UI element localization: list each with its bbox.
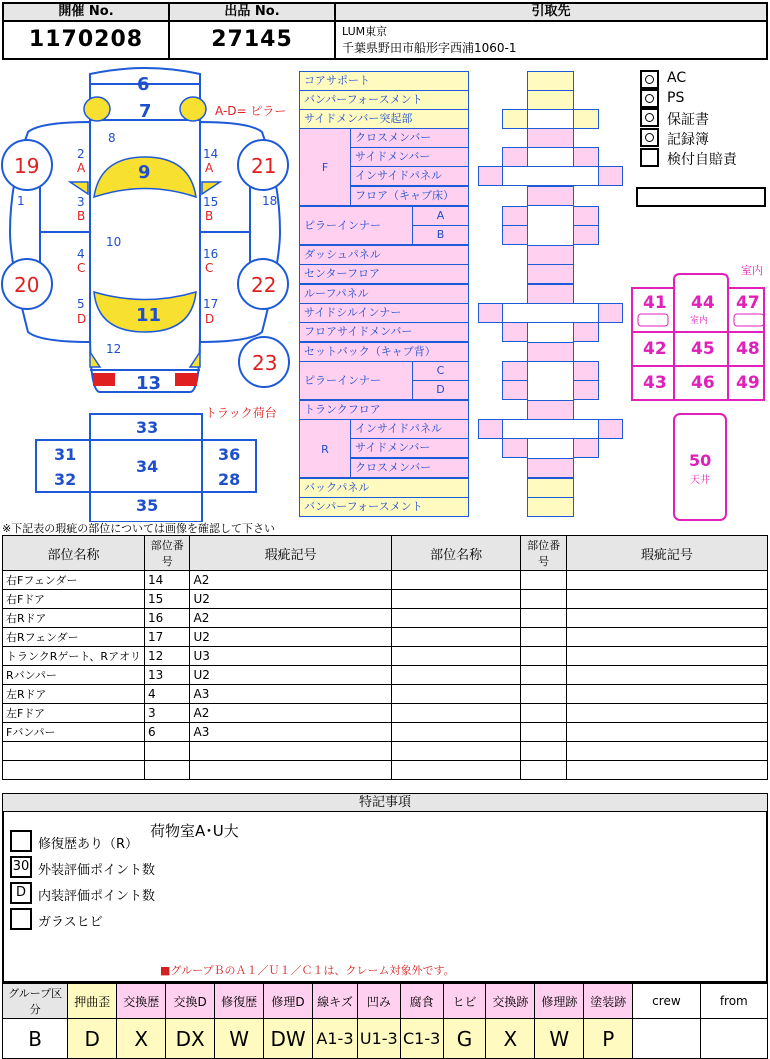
- part-12: 12: [106, 342, 122, 356]
- claim-note: ■グループＢのＡ１／Ｕ１／Ｃ１は、クレーム対象外です。: [160, 964, 455, 977]
- table-row: [3, 761, 768, 780]
- remarks-main-text: 荷物室A･U大: [150, 822, 239, 840]
- cell-damage-code-2: [566, 590, 767, 609]
- cell-part-number-2: [521, 609, 566, 628]
- cell-part-number: [144, 742, 190, 761]
- cell-part-name: [3, 742, 145, 761]
- cell-damage-code-2: [566, 742, 767, 761]
- cell-damage-code: A2: [190, 609, 391, 628]
- part-6: 6: [137, 74, 150, 95]
- pillar-d-left: D: [77, 312, 87, 326]
- table-row: [3, 590, 768, 609]
- cell-part-number: 17: [144, 628, 190, 647]
- part-22: 22: [251, 273, 277, 297]
- cell-damage-code: A3: [190, 685, 391, 704]
- pillar-a-right: A: [205, 161, 214, 175]
- part-36: 36: [218, 445, 241, 464]
- interior-49: 49: [736, 373, 760, 393]
- grade-header-cell: 修復歴: [215, 984, 264, 1019]
- frame-row-dash-panel: ダッシュパネル: [299, 245, 469, 265]
- frame-row-side-member-r: サイドメンバー: [350, 438, 469, 458]
- exterior-score-label: 外装評価ポイント数: [38, 863, 156, 878]
- grade-value-cell: U1-3: [357, 1019, 400, 1059]
- part-13: 13: [136, 373, 162, 394]
- cell-damage-code-2: [566, 647, 767, 666]
- part-8: 8: [108, 131, 116, 145]
- option-ac-label: AC: [667, 70, 687, 86]
- grade-value-cell: D: [68, 1019, 117, 1059]
- session-label: 開催 No.: [58, 4, 114, 19]
- interior-41: 41: [643, 293, 667, 313]
- frame-row-bumper-reinforcement-r: バンパーフォースメント: [299, 497, 469, 517]
- grade-header-cell: ヒビ: [443, 984, 486, 1019]
- repair-history-checkbox[interactable]: [10, 830, 32, 852]
- cell-part-number: 4: [144, 685, 190, 704]
- part-14: 14: [203, 147, 219, 161]
- option-warranty-checkbox[interactable]: [640, 108, 659, 127]
- cell-part-number-2: [521, 704, 566, 723]
- cell-part-number: 15: [144, 590, 190, 609]
- exterior-score-box[interactable]: 30: [10, 856, 32, 878]
- grade-header-cell: from: [700, 984, 767, 1019]
- cell-part-number-2: [521, 761, 566, 780]
- part-31: 31: [54, 445, 77, 464]
- cell-damage-code: U2: [190, 590, 391, 609]
- pillar-d-right: D: [205, 312, 215, 326]
- frame-row-floor-cab: フロア（キャブ床）: [350, 186, 469, 206]
- grade-value-cell: G: [443, 1019, 486, 1059]
- part-17: 17: [203, 297, 219, 311]
- cell-part-name-2: [391, 609, 521, 628]
- interior-50-sub: 天井: [690, 475, 710, 486]
- option-ac-checkbox[interactable]: [640, 70, 659, 89]
- grade-value-cell: C1-3: [400, 1019, 443, 1059]
- option-insurance-checkbox[interactable]: [640, 148, 659, 167]
- table-row: [3, 647, 768, 666]
- table-row: [3, 571, 768, 590]
- interior-50: 50: [689, 451, 712, 470]
- grade-value-cell: [700, 1019, 767, 1059]
- cell-part-name: 右Rドア: [3, 609, 145, 628]
- cell-damage-code: U2: [190, 628, 391, 647]
- grade-header-cell: グループ区分: [3, 984, 68, 1019]
- damage-table-header: [3, 536, 768, 571]
- cell-part-number-2: [521, 685, 566, 704]
- cell-damage-code: [190, 761, 391, 780]
- grade-header-cell: 交換歴: [117, 984, 166, 1019]
- cell-part-name: Rバンパー: [3, 666, 145, 685]
- grade-value-cell: DX: [166, 1019, 215, 1059]
- part-10: 10: [106, 235, 122, 249]
- cell-damage-code: A2: [190, 571, 391, 590]
- cell-part-number-2: [521, 628, 566, 647]
- session-label-cell: [2, 2, 170, 22]
- table-row: [3, 685, 768, 704]
- frame-row-cross-member-f: クロスメンバー: [350, 128, 469, 148]
- frame-row-trunk-floor: トランクフロア: [299, 400, 469, 420]
- cell-damage-code-2: [566, 723, 767, 742]
- col-part-number: 部位番号: [144, 536, 190, 571]
- cell-damage-code-2: [566, 666, 767, 685]
- cell-damage-code: A2: [190, 704, 391, 723]
- lot-number: 27145: [211, 27, 293, 52]
- interior-44: 44: [691, 293, 715, 313]
- cell-part-name-2: [391, 704, 521, 723]
- interior-43: 43: [643, 373, 667, 393]
- grade-header-cell: crew: [633, 984, 700, 1019]
- col-damage-code: 瑕疵記号: [190, 536, 391, 571]
- grade-table-values: [3, 1019, 768, 1059]
- part-11: 11: [136, 305, 162, 326]
- frame-pillar-b: B: [412, 225, 469, 245]
- part-23: 23: [252, 351, 278, 375]
- table-row: [3, 704, 768, 723]
- cell-part-number-2: [521, 590, 566, 609]
- lot-value-cell: [168, 20, 336, 60]
- cell-part-name: Fバンパー: [3, 723, 145, 742]
- glass-crack-label: ガラスヒビ: [38, 915, 103, 930]
- cell-part-name-2: [391, 666, 521, 685]
- part-7: 7: [139, 101, 152, 122]
- grade-header-cell: 塗装跡: [584, 984, 633, 1019]
- cell-part-name: [3, 761, 145, 780]
- part-21: 21: [251, 154, 277, 178]
- cell-damage-code-2: [566, 761, 767, 780]
- pillar-c-right: C: [205, 261, 214, 275]
- cell-part-name-2: [391, 761, 521, 780]
- frame-row-side-member-f: サイドメンバー: [350, 147, 469, 167]
- cell-part-number: 6: [144, 723, 190, 742]
- part-28: 28: [218, 470, 241, 489]
- grade-header-cell: 修理跡: [535, 984, 584, 1019]
- cell-part-number-2: [521, 742, 566, 761]
- grade-header-cell: 交換跡: [486, 984, 535, 1019]
- cell-part-number-2: [521, 571, 566, 590]
- interior-score-label: 内装評価ポイント数: [38, 889, 156, 904]
- buyer-label: 引取先: [531, 4, 571, 19]
- cell-damage-code: A3: [190, 723, 391, 742]
- option-records-checkbox[interactable]: [640, 128, 659, 147]
- cell-part-number-2: [521, 647, 566, 666]
- frame-row-cross-member-r: クロスメンバー: [350, 458, 469, 478]
- cell-part-name: 右Fドア: [3, 590, 145, 609]
- frame-row-core-support: コアサポート: [299, 71, 469, 91]
- part-4: 4: [77, 247, 85, 261]
- damage-table: [2, 535, 768, 780]
- table-row: [3, 742, 768, 761]
- cell-part-number: 14: [144, 571, 190, 590]
- frame-row-roof-panel: ルーフパネル: [299, 284, 469, 304]
- table-row: [3, 628, 768, 647]
- grade-header-cell: 線キズ: [313, 984, 358, 1019]
- grade-value-cell: P: [584, 1019, 633, 1059]
- session-number: 1170208: [28, 27, 144, 52]
- part-1: 1: [17, 194, 25, 208]
- cell-damage-code-2: [566, 571, 767, 590]
- buyer-name: LUM東京: [342, 25, 388, 38]
- col-part-name-2: 部位名称: [391, 536, 521, 571]
- cell-part-name-2: [391, 723, 521, 742]
- frame-pillar-a: A: [412, 206, 469, 226]
- option-warranty-label: 保証書: [667, 112, 709, 128]
- table-row: [3, 723, 768, 742]
- session-value-cell: [2, 20, 170, 60]
- pillar-note: A-D= ピラー: [215, 104, 287, 118]
- frame-pillar-c: C: [412, 361, 469, 381]
- option-insurance-label: 検付自賠責: [667, 152, 737, 168]
- frame-row-bumper-reinforcement-f: バンパーフォースメント: [299, 90, 469, 110]
- part-19: 19: [14, 154, 40, 178]
- frame-row-side-member-protrusion: サイドメンバー突起部: [299, 109, 469, 129]
- cell-part-number: [144, 761, 190, 780]
- interior-47: 47: [736, 293, 760, 313]
- cell-part-name-2: [391, 628, 521, 647]
- grade-value-cell: X: [486, 1019, 535, 1059]
- buyer-value-cell: [334, 20, 768, 60]
- remarks-title: 特記事項: [3, 794, 767, 812]
- frame-row-setback: セットバック（キャブ背）: [299, 342, 469, 362]
- cell-part-name: 左Rドア: [3, 685, 145, 704]
- part-5: 5: [77, 297, 85, 311]
- part-33: 33: [136, 418, 159, 437]
- grade-value-cell: DW: [264, 1019, 313, 1059]
- part-35: 35: [136, 496, 159, 515]
- grade-value-cell: B: [3, 1019, 68, 1059]
- frame-row-center-floor: センターフロア: [299, 264, 469, 284]
- truck-bed-label: トラック荷台: [205, 406, 277, 420]
- cell-part-name: 左Fドア: [3, 704, 145, 723]
- grade-header-cell: 押曲歪: [68, 984, 117, 1019]
- frame-pillar-d: D: [412, 380, 469, 400]
- interior-score-box[interactable]: D: [10, 882, 32, 904]
- frame-row-inside-panel-f: インサイドパネル: [350, 166, 469, 186]
- cell-damage-code: U2: [190, 666, 391, 685]
- cell-part-name-2: [391, 685, 521, 704]
- grade-table-header: [3, 984, 768, 1019]
- interior-44-sub: 室内: [690, 316, 709, 326]
- frame-row-pillar-inner-f: ピラーインナー: [299, 206, 413, 245]
- cell-damage-code-2: [566, 609, 767, 628]
- interior-42: 42: [643, 339, 667, 359]
- cell-part-number: 13: [144, 666, 190, 685]
- grade-header-cell: 修理D: [264, 984, 313, 1019]
- buyer-label-cell: [334, 2, 768, 22]
- pillar-c-left: C: [77, 261, 86, 275]
- frame-row-back-panel: バックパネル: [299, 478, 469, 498]
- cell-part-name-2: [391, 647, 521, 666]
- pillar-b-left: B: [77, 209, 86, 223]
- part-32: 32: [54, 470, 77, 489]
- glass-crack-checkbox[interactable]: [10, 908, 32, 930]
- part-15: 15: [203, 195, 219, 209]
- col-damage-code-2: 瑕疵記号: [566, 536, 767, 571]
- grade-value-cell: X: [117, 1019, 166, 1059]
- col-part-name: 部位名称: [3, 536, 145, 571]
- cell-part-name: 右Rフェンダー: [3, 628, 145, 647]
- cell-part-name-2: [391, 571, 521, 590]
- option-extra-field[interactable]: [636, 187, 766, 207]
- cell-part-number-2: [521, 666, 566, 685]
- cell-part-name-2: [391, 742, 521, 761]
- lot-label: 出品 No.: [224, 4, 280, 19]
- cell-part-number-2: [521, 723, 566, 742]
- frame-row-pillar-inner-r: ピラーインナー: [299, 361, 413, 400]
- frame-group-r: R: [299, 419, 351, 478]
- grade-value-cell: W: [215, 1019, 264, 1059]
- cell-damage-code: U3: [190, 647, 391, 666]
- frame-group-f: F: [299, 128, 351, 206]
- option-ps-label: PS: [667, 90, 685, 106]
- damage-note: ※下記表の瑕疵の部位については画像を確認して下さい: [2, 522, 275, 535]
- grade-header-cell: 交換D: [166, 984, 215, 1019]
- pillar-b-right: B: [205, 209, 214, 223]
- grade-header-cell: 凹み: [357, 984, 400, 1019]
- part-18: 18: [262, 194, 278, 208]
- repair-history-label: 修復歴あり（R）: [38, 837, 139, 852]
- part-2: 2: [77, 147, 85, 161]
- option-records-label: 記録簿: [667, 132, 709, 148]
- grade-value-cell: [633, 1019, 700, 1059]
- part-9: 9: [138, 162, 151, 183]
- frame-row-floor-side-member: フロアサイドメンバー: [299, 322, 469, 342]
- option-ps-checkbox[interactable]: [640, 89, 659, 108]
- grade-value-cell: W: [535, 1019, 584, 1059]
- grade-table: [2, 983, 768, 1059]
- interior-48: 48: [736, 339, 760, 359]
- frame-row-inside-panel-r: インサイドパネル: [350, 419, 469, 439]
- grade-header-cell: 腐食: [400, 984, 443, 1019]
- part-3: 3: [77, 195, 85, 209]
- col-part-number-2: 部位番号: [521, 536, 566, 571]
- part-16: 16: [203, 247, 219, 261]
- cell-part-name-2: [391, 590, 521, 609]
- cell-part-name: トランクRゲート、Rアオリ: [3, 647, 145, 666]
- lot-label-cell: [168, 2, 336, 22]
- part-20: 20: [14, 273, 40, 297]
- interior-label: 室内: [741, 264, 763, 277]
- frame-row-side-sill-inner: サイドシルインナー: [299, 303, 469, 323]
- table-row: [3, 609, 768, 628]
- damage-table-body: [3, 571, 768, 780]
- interior-46: 46: [691, 373, 715, 393]
- grade-value-cell: A1-3: [313, 1019, 358, 1059]
- cell-damage-code-2: [566, 628, 767, 647]
- table-row: [3, 666, 768, 685]
- cell-part-number: 16: [144, 609, 190, 628]
- pillar-a-left: A: [77, 161, 86, 175]
- part-34: 34: [136, 457, 159, 476]
- cell-part-number: 3: [144, 704, 190, 723]
- cell-part-name: 右Fフェンダー: [3, 571, 145, 590]
- cell-part-number: 12: [144, 647, 190, 666]
- cell-damage-code-2: [566, 704, 767, 723]
- cell-damage-code-2: [566, 685, 767, 704]
- cell-damage-code: [190, 742, 391, 761]
- buyer-address: 千葉県野田市船形字西浦1060-1: [342, 41, 517, 55]
- interior-45: 45: [691, 339, 715, 359]
